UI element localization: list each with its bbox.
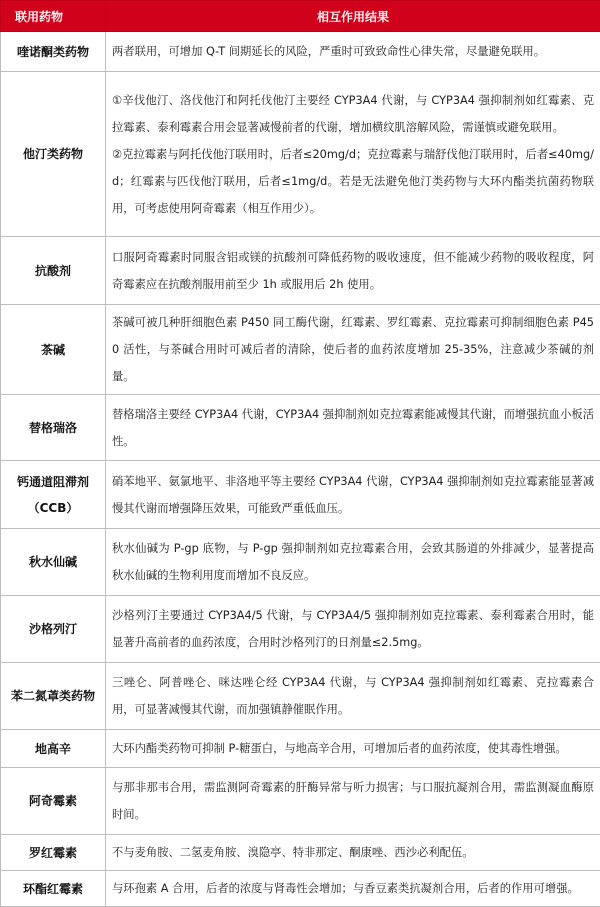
interaction-cell: 三唑仑、阿普唑仑、咪达唑仑经 CYP3A4 代谢，与 CYP3A4 强抑制剂如红霉素、克拉霉素合用，可显著减慢其代谢，而加强镇静催眠作用。 — [106, 663, 600, 730]
drug-cell: 苯二氮䓬类药物 — [1, 663, 106, 730]
drug-cell: 地高辛 — [1, 730, 106, 768]
interaction-cell: 与那非那韦合用，需监测阿奇霉素的肝酶异常与听力损害；与口服抗凝剂合用，需监测凝血酶原时间。 — [106, 768, 600, 835]
table-row — [1, 835, 600, 871]
interaction-cell: 大环内酯类药物可抑制 P-糖蛋白，与地高辛合用，可增加后者的血药浓度，使其毒性增强。 — [106, 730, 600, 768]
table-row — [1, 72, 600, 237]
drug-name-line: 钙通道阻滞剂 — [5, 469, 101, 495]
interaction-cell — [106, 72, 600, 237]
interaction-cell: 沙格列汀主要通过 CYP3A4/5 代谢，与 CYP3A4/5 强抑制剂如克拉霉素、泰利霉素合用时，能显著升高前者的血药浓度，合用时沙格列汀的日剂量≤2.5mg。 — [106, 596, 600, 663]
drug-cell: 罗红霉素 — [1, 835, 106, 871]
table-row — [1, 768, 600, 835]
table-row — [1, 730, 600, 768]
interaction-paragraph: ①辛伐他汀、洛伐他汀和阿托伐他汀主要经 CYP3A4 代谢，与 CYP3A4 强抑制剂如红霉素、克拉霉素、泰利霉素合用会显著减慢前者的代谢，增加横纹肌溶解风险，需谨慎或避免联用。 — [112, 87, 594, 141]
table-row — [1, 237, 600, 305]
interaction-cell: 与环孢素 A 合用，后者的浓度与肾毒性会增加；与香豆素类抗凝剂合用，后者的作用可增强。 — [106, 871, 600, 907]
header-interaction: 相互作用结果 — [106, 1, 600, 32]
drug-cell: 抗酸剂 — [1, 237, 106, 305]
drug-cell: 替格瑞洛 — [1, 395, 106, 461]
table-row — [1, 871, 600, 907]
interaction-cell: 茶碱可被几种肝细胞色素 P450 同工酶代谢，红霉素、罗红霉素、克拉霉素可抑制细胞色素 P450 活性，与茶碱合用时可减后者的清除，使后者的血药浓度增加 25-35%，注意减少茶碱的剂量。 — [106, 305, 600, 395]
table-row — [1, 663, 600, 730]
drug-name-line: （CCB） — [5, 495, 101, 521]
drug-cell: 阿奇霉素 — [1, 768, 106, 835]
drug-cell: 环酯红霉素 — [1, 871, 106, 907]
drug-cell: 茶碱 — [1, 305, 106, 395]
drug-cell: 喹诺酮类药物 — [1, 32, 106, 72]
interaction-cell: 秋水仙碱为 P-gp 底物，与 P-gp 强抑制剂如克拉霉素合用，会致其肠道的外排减少，显著提高秋水仙碱的生物利用度而增加不良反应。 — [106, 529, 600, 596]
table-header-row — [1, 1, 600, 32]
interaction-cell: 两者联用，可增加 Q-T 间期延长的风险，严重时可致致命性心律失常，尽量避免联用。 — [106, 32, 600, 72]
interaction-cell: 替格瑞洛主要经 CYP3A4 代谢，CYP3A4 强抑制剂如克拉霉素能减慢其代谢，而增强抗血小板活性。 — [106, 395, 600, 461]
table-row — [1, 529, 600, 596]
drug-cell: 秋水仙碱 — [1, 529, 106, 596]
table-row — [1, 596, 600, 663]
header-drug: 联用药物 — [1, 1, 106, 32]
table-row — [1, 395, 600, 461]
drug-cell: 他汀类药物 — [1, 72, 106, 237]
interaction-cell: 硝苯地平、氨氯地平、非洛地平等主要经 CYP3A4 代谢，CYP3A4 强抑制剂如克拉霉素能显著减慢其代谢而增强降压效果，可能致严重低血压。 — [106, 461, 600, 529]
drug-cell: 沙格列汀 — [1, 596, 106, 663]
interaction-cell: 不与麦角胺、二氢麦角胺、溴隐亭、特非那定、酮康唑、西沙必利配伍。 — [106, 835, 600, 871]
drug-cell — [1, 461, 106, 529]
interaction-paragraph: ②克拉霉素与阿托伐他汀联用时，后者≤20mg/d；克拉霉素与瑞舒伐他汀联用时，后者≤40mg/d；红霉素与匹伐他汀联用，后者≤1mg/d。若是无法避免他汀类药物与大环内酯类抗菌药物联用，可考虑使用阿奇霉素（相互作用少）。 — [112, 141, 594, 222]
interaction-cell: 口服阿奇霉素时同服含铝或镁的抗酸剂可降低药物的吸收速度，但不能减少药物的吸收程度，阿奇霉素应在抗酸剂服用前至少 1h 或服用后 2h 使用。 — [106, 237, 600, 305]
table-row — [1, 305, 600, 395]
table-row — [1, 32, 600, 72]
table-row — [1, 461, 600, 529]
